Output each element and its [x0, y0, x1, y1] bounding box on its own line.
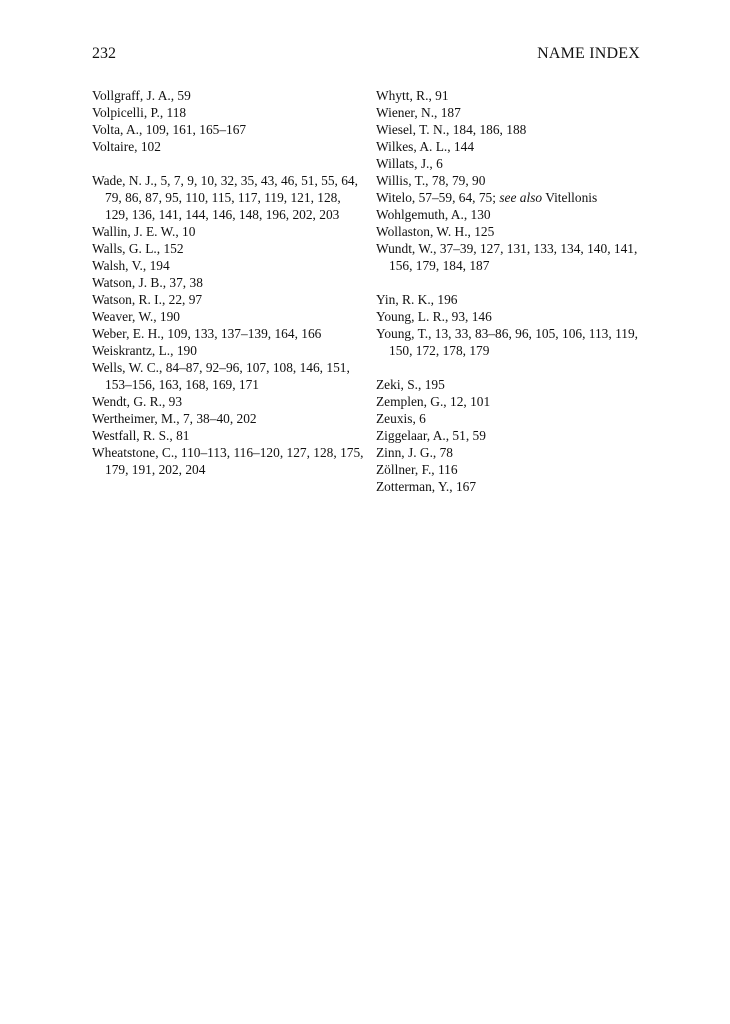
index-entry: Wundt, W., 37–39, 127, 131, 133, 134, 140, 141, 156, 179, 184, 187 — [376, 241, 638, 273]
index-entry: Zöllner, F., 116 — [376, 462, 458, 477]
cross-reference: Vitellonis — [542, 190, 598, 205]
index-entry: Zinn, J. G., 78 — [376, 445, 453, 460]
index-entry: Weaver, W., 190 — [92, 309, 181, 324]
index-entry: Zemplen, G., 12, 101 — [376, 394, 491, 409]
index-entry: Walls, G. L., 152 — [92, 241, 184, 256]
index-entry: Volta, A., 109, 161, 165–167 — [92, 122, 247, 137]
index-entry: Wollaston, W. H., 125 — [376, 224, 495, 239]
index-column-right — [376, 87, 648, 495]
index-entry: Zeuxis, 6 — [376, 411, 426, 426]
index-entry: Young, T., 13, 33, 83–86, 96, 105, 106, 113, 119, 150, 172, 178, 179 — [376, 326, 639, 358]
index-entry: Walsh, V., 194 — [92, 258, 170, 273]
index-entry: Wade, N. J., 5, 7, 9, 10, 32, 35, 43, 46, 51, 55, 64, 79, 86, 87, 95, 110, 115, 117, 119, 121, 128, 129, 136, 141, 144, 146, 148, 196, 202, 203 — [92, 173, 358, 222]
letter-group-spacer — [376, 359, 648, 376]
page-number: 232 — [92, 45, 116, 62]
index-entry: Ziggelaar, A., 51, 59 — [376, 428, 486, 443]
index-entry: Wheatstone, C., 110–113, 116–120, 127, 128, 175, 179, 191, 202, 204 — [92, 445, 364, 477]
entry-text: Witelo, 57–59, 64, 75; — [376, 190, 500, 205]
index-entry: Wallin, J. E. W., 10 — [92, 224, 196, 239]
index-entry — [376, 189, 648, 206]
index-entry: Wells, W. C., 84–87, 92–96, 107, 108, 146, 151, 153–156, 163, 168, 169, 171 — [92, 360, 350, 392]
index-entry: Weber, E. H., 109, 133, 137–139, 164, 166 — [92, 326, 322, 341]
see-also-label: see also — [499, 190, 543, 205]
index-entry: Wendt, G. R., 93 — [92, 394, 183, 409]
index-entry: Volpicelli, P., 118 — [92, 105, 187, 120]
index-entry: Yin, R. K., 196 — [376, 292, 458, 307]
index-entry: Willats, J., 6 — [376, 156, 443, 171]
index-entry: Watson, J. B., 37, 38 — [92, 275, 203, 290]
index-entry: Wiesel, T. N., 184, 186, 188 — [376, 122, 527, 137]
index-entry: Whytt, R., 91 — [376, 88, 449, 103]
index-entry: Weiskrantz, L., 190 — [92, 343, 197, 358]
index-entry: Voltaire, 102 — [92, 139, 161, 154]
index-entry: Zeki, S., 195 — [376, 377, 445, 392]
letter-group-spacer — [376, 274, 648, 291]
letter-group-spacer — [92, 155, 364, 172]
index-entry: Willis, T., 78, 79, 90 — [376, 173, 486, 188]
index-entry: Watson, R. I., 22, 97 — [92, 292, 203, 307]
index-entry: Wohlgemuth, A., 130 — [376, 207, 491, 222]
index-entry: Zotterman, Y., 167 — [376, 479, 477, 494]
index-entry: Wertheimer, M., 7, 38–40, 202 — [92, 411, 257, 426]
index-column-left — [92, 87, 364, 478]
index-entry: Vollgraff, J. A., 59 — [92, 88, 191, 103]
index-entry: Wiener, N., 187 — [376, 105, 461, 120]
index-entry: Westfall, R. S., 81 — [92, 428, 190, 443]
index-entry: Young, L. R., 93, 146 — [376, 309, 492, 324]
index-entry: Wilkes, A. L., 144 — [376, 139, 475, 154]
running-head: NAME INDEX — [537, 45, 640, 62]
